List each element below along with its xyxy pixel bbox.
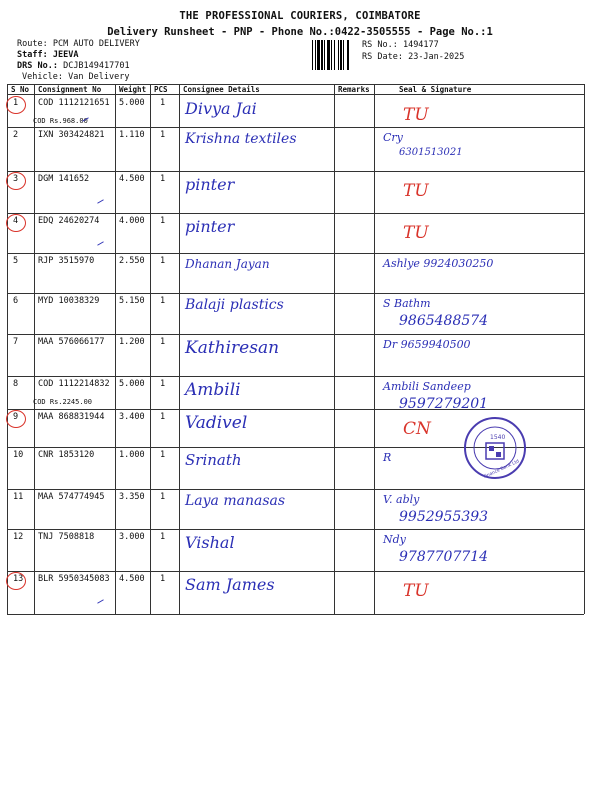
row-weight: 4.000: [119, 216, 145, 226]
staff-line: Staff: JEEVA: [17, 50, 79, 60]
row-sno: 11: [13, 492, 24, 502]
row-sno: 6: [13, 296, 19, 306]
table-rule: [7, 253, 584, 254]
row-signature: Dr 9659940500: [383, 338, 471, 351]
row-consignment: MAA 576066177: [38, 337, 105, 347]
rs-number-line: RS No.: 1494177: [362, 40, 439, 50]
row-sno: 8: [13, 379, 19, 389]
row-consignment: DGM 141652: [38, 174, 90, 184]
row-pcs: 1: [160, 296, 166, 306]
serial-circle-mark: [6, 96, 26, 114]
serial-circle-mark: [6, 410, 26, 428]
row-cod-amount: COD Rs.2245.00: [33, 398, 93, 406]
row-pcs: 1: [160, 450, 166, 460]
row-consignee: Dhanan Jayan: [185, 257, 270, 271]
table-rule: [7, 571, 584, 572]
row-consignee: Divya Jai: [185, 99, 257, 118]
row-remark-mark: TU: [403, 181, 429, 201]
col-consignee: Consignee Details: [183, 85, 260, 94]
row-weight: 5.000: [119, 379, 145, 389]
barcode-bar: [312, 40, 313, 70]
row-weight: 3.350: [119, 492, 145, 502]
barcode-bar: [317, 40, 320, 70]
col-consignment: Consignment No: [38, 85, 102, 94]
barcode-bar: [334, 40, 335, 70]
rs-date-value: 23-Jan-2025: [408, 52, 465, 62]
row-consignment: IXN 303424821: [38, 130, 105, 140]
row-sno: 10: [13, 450, 24, 460]
barcode-bar: [321, 40, 323, 70]
stamp-text: Finance Bank Ltd: [483, 459, 521, 481]
runsheet-title: THE PROFESSIONAL COURIERS, COIMBATORE: [179, 10, 421, 22]
rs-number-value: 1494177: [402, 40, 439, 50]
row-weight: 3.400: [119, 412, 145, 422]
row-cod-amount: COD Rs.968.00: [33, 117, 88, 125]
row-consignment: CNR 1853120: [38, 450, 95, 460]
row-signature: Ndy: [383, 533, 406, 546]
row-consignment: MAA 868831944: [38, 412, 105, 422]
row-consignee: pinter: [185, 175, 235, 194]
row-pcs: 1: [160, 412, 166, 422]
col-weight: Weight: [119, 85, 147, 94]
table-column-rule: [115, 84, 116, 614]
row-consignee: Balaji plastics: [185, 297, 284, 313]
row-sno: 13: [13, 574, 24, 584]
row-remark-mark: CN: [403, 419, 431, 439]
row-consignee: Krishna textiles: [185, 131, 297, 147]
col-seal: Seal & Signature: [399, 85, 472, 94]
table-column-rule: [179, 84, 180, 614]
check-mark-icon: [97, 199, 104, 203]
row-pcs: 1: [160, 256, 166, 266]
row-sno: 5: [13, 256, 19, 266]
row-weight: 5.000: [119, 98, 145, 108]
row-consignee: Laya manasas: [185, 493, 286, 509]
row-weight: 1.110: [119, 130, 145, 140]
row-remark-mark: TU: [403, 223, 429, 243]
col-pcs: PCS: [154, 85, 168, 94]
serial-circle-mark: [6, 214, 26, 232]
bank-seal-stamp: [462, 415, 528, 481]
row-pcs: 1: [160, 174, 166, 184]
row-consignment: MAA 574774945: [38, 492, 105, 502]
row-pcs: 1: [160, 130, 166, 140]
table-rule: [7, 127, 584, 128]
row-weight: 1.000: [119, 450, 145, 460]
drs-line: DRS No.: DCJB149417701: [17, 61, 130, 71]
row-pcs: 1: [160, 337, 166, 347]
barcode-bar: [343, 40, 344, 70]
row-signature-phone: 9597279201: [399, 396, 489, 412]
runsheet-subtitle: Delivery Runsheet - PNP - Phone No.:0422-3505555 - Page No.:1: [107, 26, 493, 38]
table-column-rule: [374, 84, 375, 614]
row-consignment: MYD 10038329: [38, 296, 100, 306]
row-consignment: COD 1112121651: [38, 98, 110, 108]
row-weight: 4.500: [119, 574, 145, 584]
table-rule: [7, 529, 584, 530]
row-consignee: Vishal: [185, 533, 235, 552]
row-weight: 3.000: [119, 532, 145, 542]
barcode-bar: [331, 40, 332, 70]
barcode-bar: [347, 40, 349, 70]
row-pcs: 1: [160, 574, 166, 584]
row-weight: 1.200: [119, 337, 145, 347]
row-signature-phone: 9952955393: [399, 509, 489, 525]
serial-circle-mark: [6, 572, 26, 590]
table-rule: [7, 293, 584, 294]
row-sno: 7: [13, 337, 19, 347]
row-pcs: 1: [160, 216, 166, 226]
row-signature: V. ably: [383, 493, 420, 506]
barcode-bar: [315, 40, 316, 70]
row-signature: S Bathm: [383, 297, 431, 310]
row-signature: Cry: [383, 131, 403, 144]
col-sno: S No: [11, 85, 30, 94]
row-signature: Ashlye 9924030250: [383, 257, 494, 270]
table-rule: [7, 614, 584, 615]
row-signature-phone: 9865488574: [399, 313, 489, 329]
row-signature: R: [383, 451, 392, 464]
row-consignee: Sam James: [185, 575, 275, 594]
row-consignee: Srinath: [185, 451, 242, 469]
row-consignment: BLR 5950345083: [38, 574, 110, 584]
row-consignment: TNJ 7508818: [38, 532, 95, 542]
drs-value: DCJB149417701: [63, 61, 130, 71]
barcode-bar: [338, 40, 339, 70]
barcode-bar: [327, 40, 330, 70]
row-remark-mark: TU: [403, 105, 429, 125]
row-consignment: COD 1112214832: [38, 379, 110, 389]
row-sno: 9: [13, 412, 19, 422]
table-column-rule: [334, 84, 335, 614]
row-remark-mark: TU: [403, 581, 429, 601]
table-rule: [7, 171, 584, 172]
route-value: PCM AUTO DELIVERY: [52, 39, 140, 49]
stamp-code: 1540: [490, 434, 506, 441]
row-pcs: 1: [160, 492, 166, 502]
table-rule: [7, 376, 584, 377]
barcode-bar: [324, 40, 325, 70]
row-sno: 4: [13, 216, 19, 226]
row-signature: Ambili Sandeep: [383, 380, 471, 393]
staff-value: JEEVA: [52, 50, 79, 60]
row-signature-phone: 9787707714: [399, 549, 489, 565]
table-rule: [7, 409, 584, 410]
serial-circle-mark: [6, 172, 26, 190]
row-consignee: Ambili: [185, 380, 241, 400]
table-rule: [7, 489, 584, 490]
row-weight: 2.550: [119, 256, 145, 266]
row-sno: 1: [13, 98, 19, 108]
barcode-bar: [340, 40, 342, 70]
col-remarks: Remarks: [338, 85, 370, 94]
table-rule: [7, 334, 584, 335]
runsheet-table: [7, 84, 584, 614]
row-pcs: 1: [160, 532, 166, 542]
table-column-rule: [34, 84, 35, 614]
row-consignee: Vadivel: [185, 413, 248, 433]
row-weight: 5.150: [119, 296, 145, 306]
row-sno: 12: [13, 532, 24, 542]
rs-date-line: RS Date: 23-Jan-2025: [362, 52, 465, 62]
vehicle-line: Vehicle: Van Delivery: [22, 72, 130, 82]
table-column-rule: [7, 84, 8, 614]
row-consignee: pinter: [185, 217, 235, 236]
row-pcs: 1: [160, 98, 166, 108]
barcode-image: [312, 40, 358, 70]
row-signature-phone: 6301513021: [399, 147, 463, 158]
row-weight: 4.500: [119, 174, 145, 184]
table-column-rule: [150, 84, 151, 614]
table-rule: [7, 213, 584, 214]
row-sno: 2: [13, 130, 19, 140]
row-consignee: Kathiresan: [185, 338, 280, 358]
route-line: Route: PCM AUTO DELIVERY: [17, 39, 140, 49]
table-column-rule: [584, 84, 585, 614]
table-rule: [7, 94, 584, 95]
row-sno: 3: [13, 174, 19, 184]
check-mark-icon: [97, 241, 104, 245]
row-consignment: RJP 3515970: [38, 256, 95, 266]
vehicle-value: Van Delivery: [68, 72, 130, 82]
row-consignment: EDQ 24620274: [38, 216, 100, 226]
row-pcs: 1: [160, 379, 166, 389]
table-rule: [7, 84, 584, 85]
check-mark-icon: [97, 599, 104, 603]
